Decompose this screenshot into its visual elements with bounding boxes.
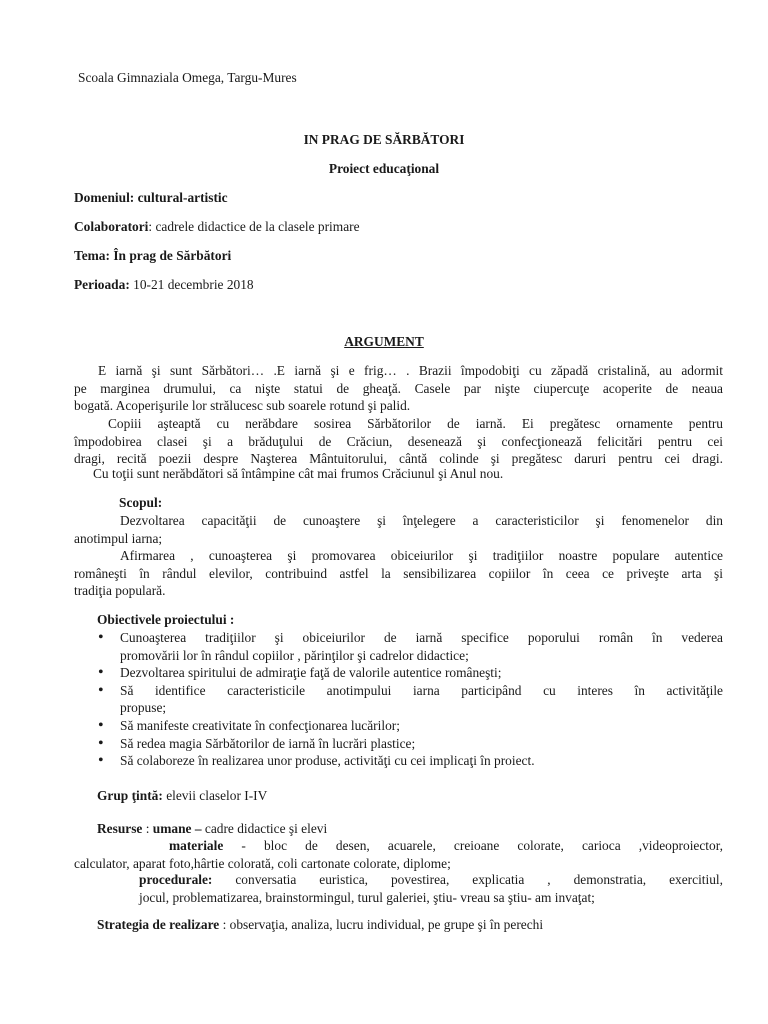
grup-tinta-line: Grup ţintă: elevii claselor I-IV: [97, 788, 268, 803]
strategia-line: Strategia de realizare : observaţia, analiza, lucru individual, pe grupe şi în perechi: [97, 917, 544, 932]
perioada-line: Perioada: 10-21 decembrie 2018: [74, 277, 254, 292]
scop-paragraph-1: Dezvoltarea capacităţii de cunoaştere şi înţelegere a caracteristicilor şi fenomenelor din anotimpul iarna;: [74, 513, 723, 546]
obiective-heading: Obiectivele proiectului :: [97, 612, 235, 627]
list-item: • Să identifice caracteristicile anotimpului iarna participând cu interes în activităţile propuse;: [96, 682, 723, 717]
document-subtitle: Proiect educaţional: [328, 161, 440, 176]
tema-line: Tema: În prag de Sărbători: [74, 248, 232, 263]
domeniu-line: Domeniul: cultural-artistic: [74, 190, 228, 205]
obiective-list: [96, 629, 723, 770]
scop-heading: Scopul:: [119, 495, 163, 510]
resurse-procedurale: procedurale: conversatia euristica, povestirea, explicatia , demonstratia, exercitiul, jocul, problematizarea, brainstormingul, turul galeriei, ştiu- vreau sa ştiu- am invaţat;: [139, 872, 723, 905]
list-item: • Să colaboreze în realizarea unor produse, activităţi cu cei implicaţi în proiect.: [96, 752, 723, 770]
resurse-umane-line: Resurse : umane – cadre didactice şi elevi: [97, 821, 328, 836]
colaboratori-line: Colaboratori: cadrele didactice de la clasele primare: [74, 219, 360, 234]
argument-heading: ARGUMENT: [344, 334, 424, 349]
list-item: • Dezvoltarea spiritului de admiraţie faţă de valorile autentice româneşti;: [96, 664, 723, 682]
list-item: • Să manifeste creativitate în confecţionarea lucărilor;: [96, 717, 723, 735]
argument-paragraph-3: Cu toţii sunt nerăbdători să întâmpine cât mai frumos Crăciunul şi Anul nou.: [93, 466, 504, 481]
list-item: • Să redea magia Sărbătorilor de iarnă în lucrări plastice;: [96, 735, 723, 753]
school-name: Scoala Gimnaziala Omega, Targu-Mures: [78, 70, 297, 85]
list-item: • Cunoaşterea tradiţiilor şi obiceiurilor de iarnă specifice poporului român în vederea promovării lor în rândul copiilor , părinţilor şi cadrelor didactice;: [96, 629, 723, 664]
document-title: IN PRAG DE SĂRBĂTORI: [303, 132, 465, 147]
scop-paragraph-2: Afirmarea , cunoaşterea şi promovarea obiceiurilor şi tradiţiilor noastre populare autentice româneşti în rândul elevilor, contribuind astfel la sensibilizarea copiilor în ceea ce priveşte arta şi tradiţia populară.: [74, 548, 723, 599]
argument-paragraph-2: Copiii aşteaptă cu nerăbdare sosirea Sărbătorilor de iarnă. Ei pregătesc ornamente pentru împodobirea clasei şi a brăduţului de Crăciun, desenează şi confecţionează felicitări pentru cei dragi, recită poezii despre Naşterea Mântuitorului, cântă colinde şi pregătesc daruri pentru cei dragi.: [74, 416, 723, 467]
resurse-materiale: materiale - bloc de desen, acuarele, creioane colorate, carioca ,videoproiector, calculator, aparat foto,hârtie colorată, coli cartonate colorate, diplome;: [74, 838, 723, 871]
argument-paragraph-1: E iarnă şi sunt Sărbători… .E iarnă şi e frig… . Brazii împodobiţi cu zăpadă cristalină, au adormit pe marginea drumului, ca nişte statui de gheaţă. Casele par nişte ciupercuţe acoperite de neaua bogată. Acoperişurile lor strălucesc sub soarele rotund şi palid.: [74, 363, 723, 414]
